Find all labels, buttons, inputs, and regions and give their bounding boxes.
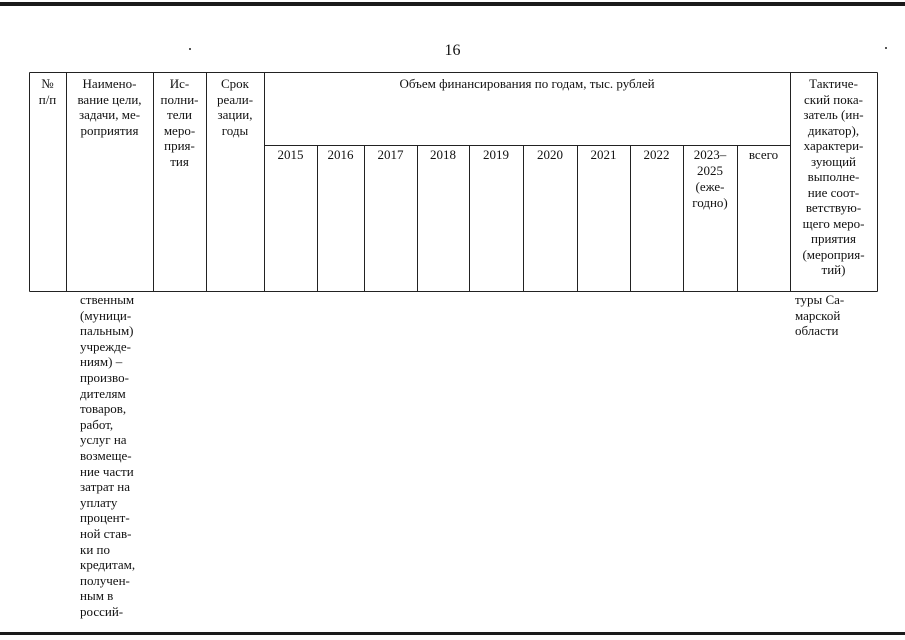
year-2022: 2022 — [643, 147, 670, 162]
year-2016: 2016 — [327, 147, 354, 162]
year-2018: 2018 — [430, 147, 456, 162]
year-2023-2025: 2023– 2025 (еже- годно) — [692, 147, 728, 210]
header-term: Срок реали- зации, годы — [216, 76, 254, 138]
header-name: Наимено- вание цели, задачи, ме- роприятия — [77, 76, 142, 138]
bottom-rule — [0, 632, 905, 635]
header-executors: Ис- полни- тели меро- прия- тия — [160, 76, 199, 169]
year-total: всего — [748, 147, 779, 162]
year-2017: 2017 — [377, 147, 404, 162]
header-indicator: Тактиче- ский пока- затель (ин- дикатор), характери- зующий выполне- ние соот- ветствую- щего меро- приятия (мероприя- тий) — [802, 76, 865, 277]
header-num: № п/п — [38, 76, 57, 107]
body-name-continued: ственным (муници- пальным) учрежде- ниям) – произво- дителям товаров, работ, услуг на возмеще- ние части затрат на уплату процент- ной став- ки по кредитам, получен- ным в россий- — [80, 292, 136, 619]
year-2019: 2019 — [483, 147, 509, 162]
page-number: 16 — [444, 42, 461, 59]
header-funding: Объем финансирования по годам, тыс. рублей — [399, 76, 655, 91]
year-2021: 2021 — [590, 147, 617, 162]
body-indicator-continued: туры Са- марской области — [795, 292, 845, 339]
year-2020: 2020 — [537, 147, 563, 162]
year-2015: 2015 — [277, 147, 304, 162]
